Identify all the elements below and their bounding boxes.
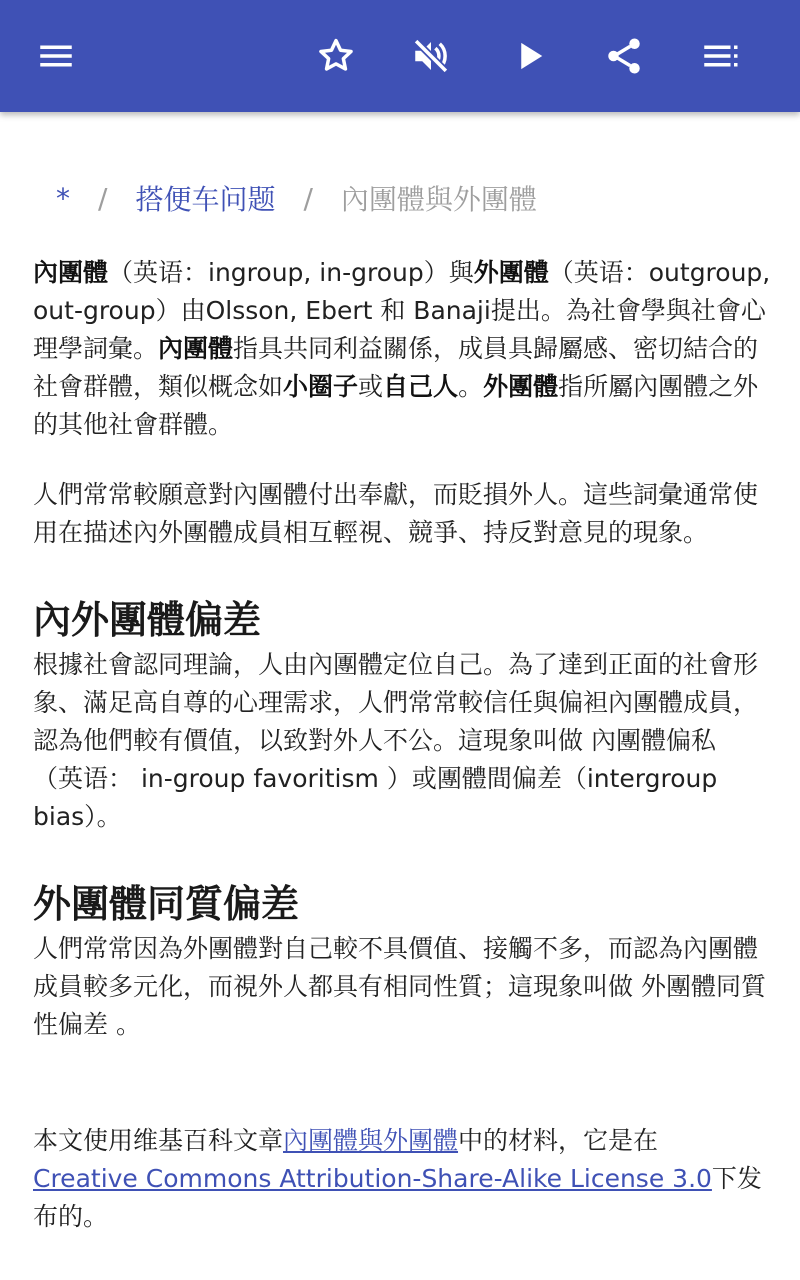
text-span: 指具共同利益關係，成員具歸屬感、密切結合的社會群體，類似概念如 (33, 334, 759, 401)
breadcrumb-parent[interactable]: 搭便车问题 (135, 183, 276, 216)
term-outgroup: 外團體 (483, 372, 559, 401)
article-content (33, 254, 773, 1236)
term-small-circle: 小圈子 (283, 372, 359, 401)
text-span: 本文使用维基百科文章 (33, 1126, 284, 1155)
term-ingroup: 內團體 (33, 258, 109, 287)
term-outgroup: 外團體 (473, 258, 549, 287)
term-own-people: 自己人 (383, 372, 459, 401)
app-bar (0, 0, 800, 112)
intro-paragraph (33, 254, 773, 444)
share-icon[interactable] (599, 31, 649, 81)
breadcrumb-separator: / (303, 181, 313, 215)
license-link[interactable]: Creative Commons Attribution-Share-Alike License 3.0 (33, 1164, 712, 1193)
list-icon[interactable] (695, 31, 745, 81)
breadcrumb-current: 內團體與外團體 (340, 183, 537, 216)
section-heading: 內外團體偏差 (33, 598, 262, 642)
text-span: （英语：ingroup, in-group）與 (108, 258, 474, 287)
section-heading: 外團體同質偏差 (33, 882, 300, 926)
paragraph: 人們常常較願意對內團體付出奉獻，而貶損外人。這些詞彙通常使用在描述內外團體成員相互輕視、競爭、持反對意見的現象。 (33, 480, 759, 547)
text-span: 下发布的。 (33, 1164, 762, 1231)
play-icon[interactable] (505, 31, 555, 81)
source-article-link[interactable]: 內團體與外團體 (283, 1126, 459, 1155)
mute-icon[interactable] (406, 31, 456, 81)
term-ingroup: 內團體 (158, 334, 234, 363)
breadcrumb-separator: / (98, 181, 108, 215)
paragraph: 人們常常因為外團體對自己較不具價值、接觸不多，而認為內團體成員較多元化，而視外人都具有相同性質；這現象叫做 外團體同質性偏差 。 (33, 934, 766, 1039)
text-span: 或 (358, 372, 384, 401)
breadcrumb-home[interactable]: * (56, 181, 70, 215)
text-span: 中的材料，它是在 (458, 1126, 659, 1155)
menu-icon[interactable] (31, 31, 81, 81)
text-span: 。 (458, 372, 484, 401)
license-footer (33, 1122, 773, 1236)
text-span: （英语：outgroup, out-group）由Olsson, Ebert 和 Banaji提出。為社會學與社會心理學詞彙。 (33, 258, 771, 363)
star-icon[interactable] (311, 31, 361, 81)
paragraph: 根據社會認同理論，人由內團體定位自己。為了達到正面的社會形象、滿足高自尊的心理需求，人們常常較信任與偏袒內團體成員，認為他們較有價值，以致對外人不公。這現象叫做 內團體偏私 （英语： in-group favoritism ）或團體間偏差（intergroup bias）。 (33, 650, 759, 831)
text-span: 指所屬內團體之外的其他社會群體。 (33, 372, 759, 439)
breadcrumb (56, 176, 537, 220)
